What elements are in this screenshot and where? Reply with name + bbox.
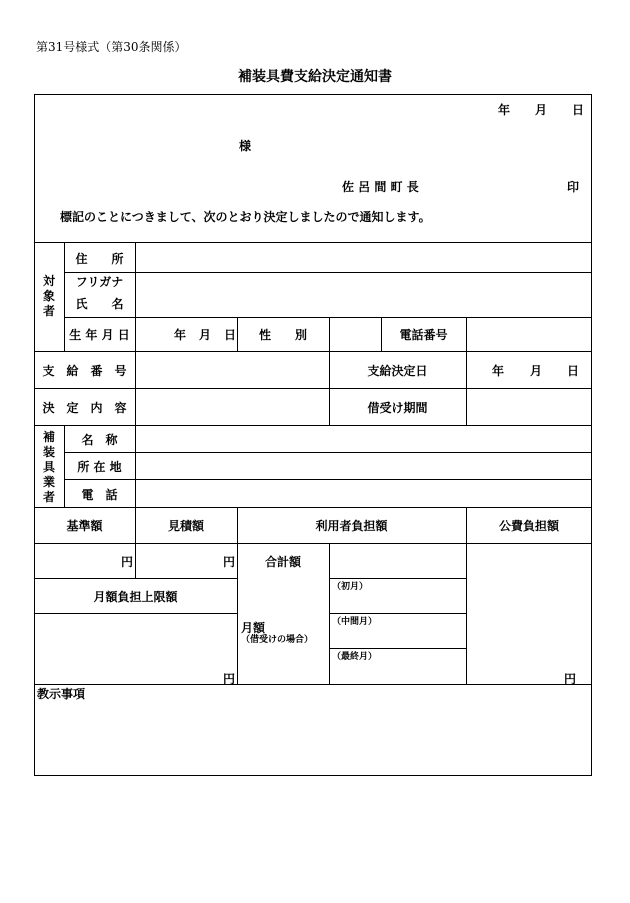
- issuer-name: 佐 呂 間 町 長: [342, 180, 419, 194]
- sex-field[interactable]: [330, 318, 380, 351]
- birth-month: 月: [199, 328, 212, 342]
- vendor-phone-field[interactable]: [136, 480, 591, 507]
- recipient-suffix: 様: [239, 139, 252, 153]
- vendor-location-label: 所 在 地: [77, 460, 122, 474]
- user-burden-label: 利用者負担額: [315, 519, 388, 533]
- rental-period-label: 借受け期間: [367, 401, 428, 415]
- divider-cap-label-bottom: [34, 613, 237, 614]
- form-number: 第31号様式（第30条関係）: [36, 40, 187, 54]
- subject-phone-label: 電話番号: [399, 328, 448, 342]
- divider-amount-header-bottom: [34, 543, 592, 544]
- vendor-name-field[interactable]: [136, 426, 591, 452]
- public-burden-label: 公費負担額: [498, 519, 559, 533]
- birth-day: 日: [224, 328, 237, 342]
- divider-vendor-bottom: [34, 507, 592, 508]
- decision-content-label: 決 定 内 容: [42, 401, 127, 415]
- monthly-cap-label: 月額負担上限額: [93, 590, 178, 604]
- instructions-label: 教示事項: [37, 687, 86, 701]
- total-label: 合計額: [264, 555, 301, 569]
- notice-date-month: 月: [535, 103, 548, 117]
- rental-period-field[interactable]: [467, 389, 591, 425]
- decision-date-year: 年: [492, 364, 505, 378]
- final-month-label: （最終月）: [332, 652, 378, 662]
- document-title: 補装具費支給決定通知書: [238, 69, 392, 85]
- first-month-label: （初月）: [332, 582, 369, 592]
- name-label: 氏 名: [75, 297, 124, 311]
- monthly-cap-yen: 円: [222, 672, 235, 686]
- public-burden-yen: 円: [563, 672, 576, 686]
- address-label: 住 所: [75, 252, 124, 266]
- decision-date-label: 支給決定日: [367, 364, 428, 378]
- decision-date-day: 日: [567, 364, 580, 378]
- base-amount-yen: 円: [120, 555, 133, 569]
- estimate-amount-label: 見積額: [167, 519, 204, 533]
- vendor-group-label: 補装具業者: [42, 430, 55, 504]
- decision-date-month: 月: [530, 364, 543, 378]
- vendor-phone-label: 電 話: [81, 488, 118, 502]
- base-amount-label: 基準額: [66, 519, 103, 533]
- birth-year: 年: [174, 328, 187, 342]
- estimate-amount-yen: 円: [222, 555, 235, 569]
- rental-case-note: （借受けの場合）: [241, 635, 314, 645]
- monthly-label: 月額: [241, 621, 266, 635]
- subject-phone-field[interactable]: [467, 318, 591, 351]
- notice-date-day: 日: [572, 103, 585, 117]
- sex-label: 性 別: [258, 328, 307, 342]
- total-field[interactable]: [330, 544, 465, 578]
- notice-body-text: 標記のことにつきまして、次のとおり決定しましたので通知します。: [60, 210, 431, 224]
- payment-number-field[interactable]: [136, 352, 329, 388]
- subject-group-label: 対象者: [42, 274, 55, 318]
- decision-content-field[interactable]: [136, 389, 329, 425]
- furigana-label: フリガナ: [75, 275, 124, 289]
- divider-yen-row-bottom: [34, 578, 237, 579]
- seal-mark: 印: [567, 180, 580, 194]
- payment-number-label: 支 給 番 号: [42, 364, 127, 378]
- birthdate-label: 生 年 月 日: [69, 328, 130, 342]
- name-field[interactable]: [136, 273, 591, 317]
- vendor-location-field[interactable]: [136, 453, 591, 479]
- address-field[interactable]: [136, 243, 591, 272]
- vendor-name-label: 名 称: [81, 433, 118, 447]
- middle-month-label: （中間月）: [332, 617, 378, 627]
- notice-date-year: 年: [498, 103, 511, 117]
